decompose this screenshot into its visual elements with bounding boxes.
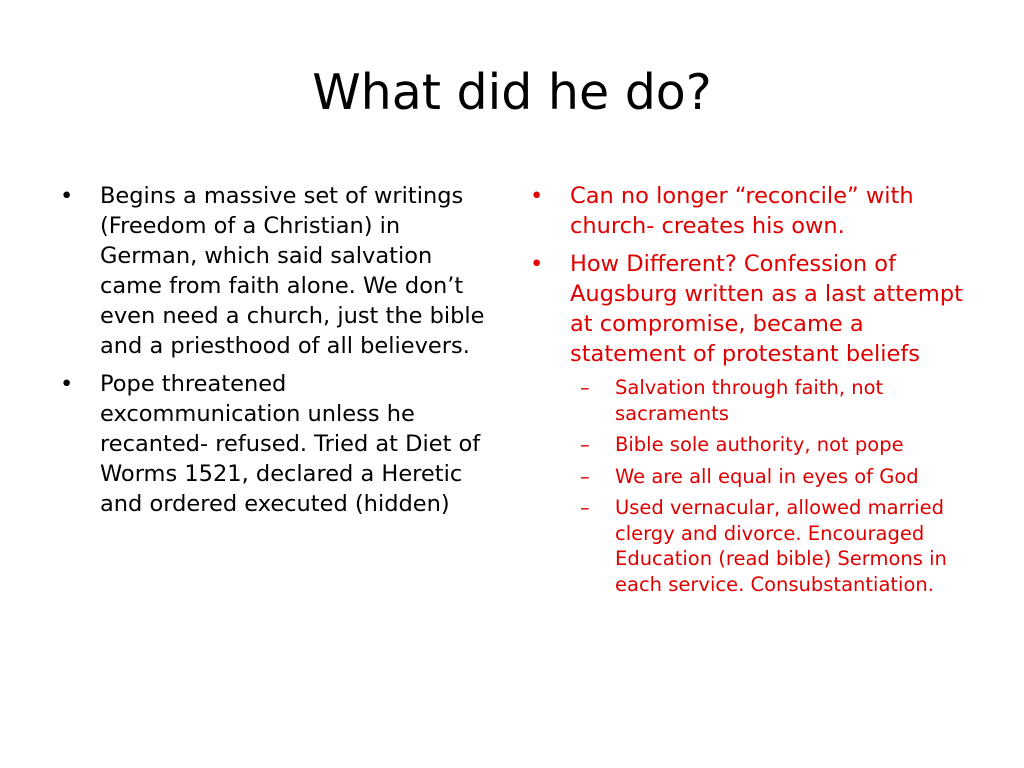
left-bullet-item [60, 369, 490, 519]
right-bullet-text: How Different? Confession of Augsburg written as a last attempt at compromise, became a statement of protestant beliefs [570, 251, 963, 367]
sub-bullet-item [570, 375, 970, 426]
left-bullet-item [60, 181, 490, 361]
bullet-icon: • [530, 251, 544, 277]
left-bullet-text: Begins a massive set of writings (Freedom of a Christian) in German, which said salvation came from faith alone. We don’t even need a church, just the bible and a priesthood of all believers. [100, 183, 485, 359]
sub-bullet-text: Used vernacular, allowed married clergy and divorce. Encouraged Education (read bible) Sermons in each service. Consubstantiation. [615, 496, 947, 596]
sub-bullet-list [570, 375, 970, 597]
dash-icon: – [580, 496, 590, 519]
left-bullet-text: Pope threatened excommunication unless he recanted- refused. Tried at Diet of Worms 1521, declared a Heretic and ordered executed (hidden) [100, 371, 481, 517]
left-column [60, 181, 490, 527]
dash-icon: – [580, 376, 590, 399]
bullet-icon: • [530, 183, 544, 209]
sub-bullet-text: Salvation through faith, not sacraments [615, 376, 884, 425]
right-bullet-text: Can no longer “reconcile” with church- creates his own. [570, 183, 914, 239]
right-bullet-item [530, 181, 970, 241]
bullet-icon: • [60, 183, 74, 209]
dash-icon: – [580, 464, 590, 488]
dash-icon: – [580, 433, 590, 456]
bullet-icon: • [60, 371, 74, 397]
sub-bullet-item [570, 464, 970, 490]
sub-bullet-text: Bible sole authority, not pope [615, 433, 904, 456]
sub-bullet-text: We are all equal in eyes of God [615, 464, 919, 488]
right-bullet-list [530, 181, 970, 597]
right-bullet-item [530, 249, 970, 597]
sub-bullet-item [570, 432, 970, 458]
slide-title: What did he do? [312, 64, 712, 121]
right-column [530, 181, 970, 605]
sub-bullet-item [570, 495, 970, 597]
left-bullet-list [60, 181, 490, 519]
